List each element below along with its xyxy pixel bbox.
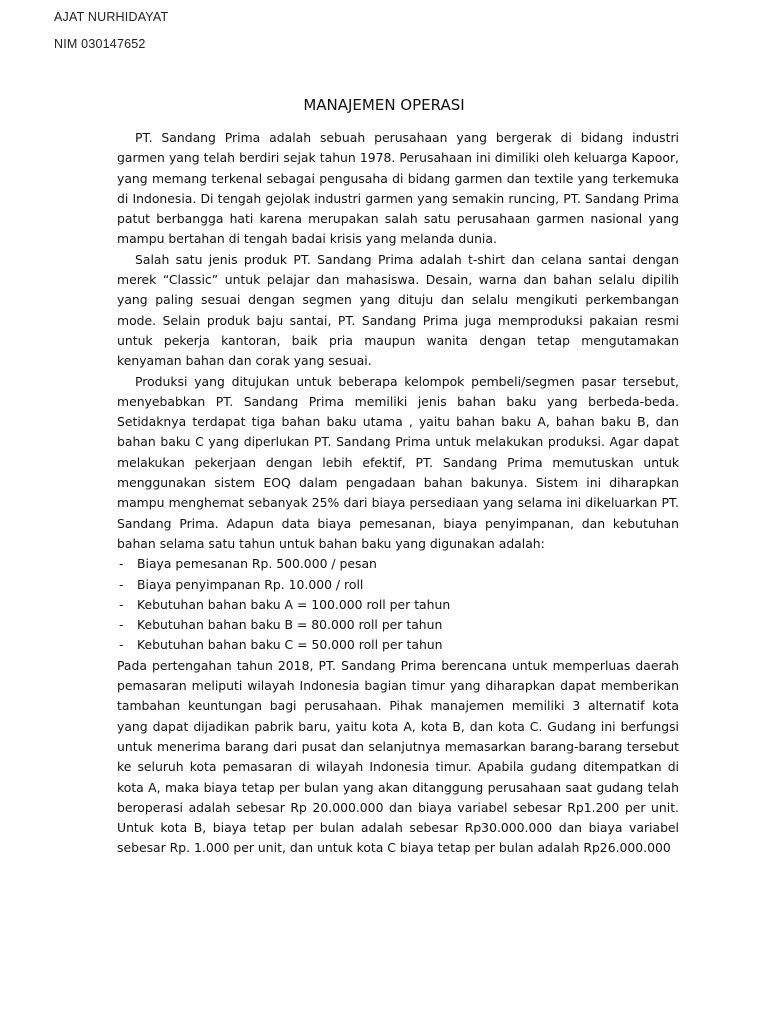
- cost-data-list: [117, 554, 679, 655]
- list-item: [117, 595, 679, 615]
- list-item: [117, 635, 679, 655]
- list-item: [117, 554, 679, 574]
- list-item-text: Kebutuhan bahan baku C = 50.000 roll per tahun: [137, 637, 443, 653]
- student-id: NIM 030147652: [54, 37, 146, 51]
- list-item-text: Biaya pemesanan Rp. 500.000 / pesan: [137, 556, 377, 572]
- list-item-text: Kebutuhan bahan baku A = 100.000 roll per tahun: [137, 596, 451, 612]
- paragraph-product: Salah satu jenis produk PT. Sandang Prima adalah t-shirt dan celana santai dengan merek “Classic” untuk pelajar dan mahasiswa. Desain, warna dan bahan selalu dipilih yang paling sesuai dengan segmen yang dituju dan selalu mengikuti perkembangan mode. Selain produk baju santai, PT. Sandang Prima juga memproduksi pakaian resmi untuk pekerja kantoran, baik pria maupun wanita dengan tetap mengutamakan kenyaman bahan dan corak yang sesuai.: [117, 251, 679, 369]
- bullet-marker: -: [119, 556, 124, 572]
- list-item-text: Kebutuhan bahan baku B = 80.000 roll per tahun: [137, 617, 443, 633]
- bullet-marker: -: [119, 576, 124, 592]
- document-title: MANAJEMEN OPERASI: [303, 96, 465, 114]
- paragraph-production: Produksi yang ditujukan untuk beberapa kelompok pembeli/segmen pasar tersebut, menyebabkan PT. Sandang Prima memiliki jenis bahan baku yang berbeda-beda. Setidaknya terdapat tiga bahan baku utama , yaitu bahan baku A, bahan baku B, dan bahan baku C yang diperlukan PT. Sandang Prima untuk melakukan produksi. Agar dapat melakukan pekerjaan dengan lebih efektif, PT. Sandang Prima memutuskan untuk menggunakan sistem EOQ dalam pengadaan bahan bakunya. Sistem ini diharapkan mampu menghemat sebanyak 25% dari biaya persediaan yang selama ini dikeluarkan PT. Sandang Prima. Adapun data biaya pemesanan, biaya penyimpanan, dan kebutuhan bahan selama satu tahun untuk bahan baku yang digunakan adalah:: [117, 373, 679, 551]
- bullet-marker: -: [119, 596, 124, 612]
- list-item: [117, 575, 679, 595]
- bullet-marker: -: [119, 617, 124, 633]
- paragraph-company-intro: PT. Sandang Prima adalah sebuah perusahaan yang bergerak di bidang industri garmen yang telah berdiri sejak tahun 1978. Perusahaan ini dimiliki oleh keluarga Kapoor, yang memang terkenal sebagai pengusaha di bidang garmen dan textile yang terkemuka di Indonesia. Di tengah gejolak industri garmen yang semakin runcing, PT. Sandang Prima patut berbangga hati karena merupakan salah satu perusahaan garmen nasional yang mampu bertahan di tengah badai krisis yang melanda dunia.: [117, 130, 679, 247]
- list-item-text: Biaya penyimpanan Rp. 10.000 / roll: [137, 576, 364, 592]
- paragraph-expansion: Pada pertengahan tahun 2018, PT. Sandang Prima berencana untuk memperluas daerah pemasaran meliputi wilayah Indonesia bagian timur yang diharapkan dapat memberikan tambahan keuntungan bagi perusahaan. Pihak manajemen memiliki 3 alternatif kota yang dapat dijadikan pabrik baru, yaitu kota A, kota B, dan kota C. Gudang ini berfungsi untuk menerima barang dari pusat dan selanjutnya memasarkan barang-barang tersebut ke seluruh kota pemasaran di wilayah Indonesia timur. Apabila gudang ditempatkan di kota A, maka biaya tetap per bulan yang akan ditanggung perusahaan saat gudang telah beroperasi adalah sebesar Rp 20.000.000 dan biaya variabel sebesar Rp1.200 per unit. Untuk kota B, biaya tetap per bulan adalah sebesar Rp30.000.000 dan biaya variabel sebesar Rp. 1.000 per unit, dan untuk kota C biaya tetap per bulan adalah Rp26.000.000: [117, 657, 679, 856]
- list-item: [117, 615, 679, 635]
- document-body: [117, 128, 679, 859]
- author-name: AJAT NURHIDAYAT: [54, 10, 169, 24]
- bullet-marker: -: [119, 637, 124, 653]
